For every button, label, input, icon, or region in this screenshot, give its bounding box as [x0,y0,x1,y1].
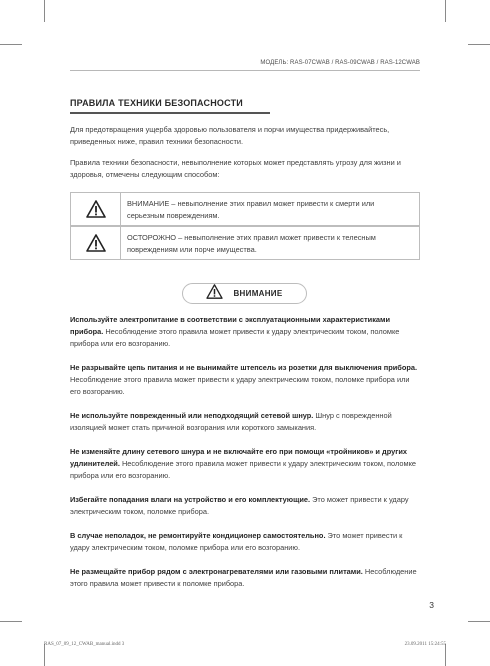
rule-text: Несоблюдение этого правила может привести к удару электрическим током, поломке прибора или его возгоранию. [70,375,410,396]
rule-text: Несоблюдение этого правила может привести к удару электрическим током, поломке прибора или его возгоранию. [70,459,417,480]
crop-mark [445,644,446,666]
safety-rule [70,410,420,434]
rule-text: Это может привести к удару электрическим током, поломке прибора. [70,495,409,516]
crop-mark [0,44,22,45]
caution-notice-box [70,226,420,260]
rule-heading: Не размещайте прибор рядом с электронагревателями или газовыми плитами. [70,567,363,576]
title-underline [70,112,270,114]
warning-label: ВНИМАНИЕ [233,289,283,298]
crop-mark [44,644,45,666]
page-title: ПРАВИЛА ТЕХНИКИ БЕЗОПАСНОСТИ [70,98,243,108]
warning-notice-box [70,192,420,226]
rule-text: Это может привести к удару электрическим током, поломке прибора или его возгоранию. [70,531,403,552]
rule-text: Шнур с поврежденной изоляцией может стать причиной возгорания или короткого замыкания. [70,411,392,432]
crop-mark [468,44,490,45]
model-header: МОДЕЛЬ: RAS-07CWAB / RAS-09CWAB / RAS-12CWAB [260,60,420,66]
intro-paragraph: Правила техники безопасности, невыполнение которых может представлять угрозу для жизни и здоровья, отмечены следующим способом: [70,158,401,179]
slug-date: 23.09.2011 15:24:55 [404,642,446,647]
warning-triangle-icon [71,193,121,225]
crop-mark [468,621,490,622]
warning-notice-text: ВНИМАНИЕ – невыполнение этих правил может привести к смерти или серьезным повреждениям. [127,199,375,220]
warning-triangle-icon [71,227,121,259]
page-number: 3 [429,600,434,610]
safety-rule [70,566,420,590]
warning-header-badge [182,283,307,304]
rule-heading: Не используйте поврежденный или неподходящий сетевой шнур. [70,411,314,420]
intro-paragraph: Для предотвращения ущерба здоровью пользователя и порчи имущества придерживайтесь, приведенных ниже, правил техники безопасности. [70,125,390,146]
crop-mark [44,0,45,22]
rule-heading: В случае неполадок, не ремонтируйте кондиционер самостоятельно. [70,531,326,540]
rule-heading: Избегайте попадания влаги на устройство и его комплектующие. [70,495,311,504]
safety-rule [70,314,420,350]
safety-rule [70,446,420,482]
rule-text: Несоблюдение этого правила может привести к удару электрическим током, поломке прибора или его возгоранию. [70,327,400,348]
safety-rule [70,530,420,554]
safety-rule [70,362,420,398]
rule-heading: Не разрывайте цепь питания и не вынимайте штепсель из розетки для выключения прибора. [70,363,418,372]
rule-text: Несоблюдение этого правила может привести к поломке прибора. [70,567,417,588]
safety-rule [70,494,420,518]
crop-mark [0,621,22,622]
slug-filename: RAS_07_09_12_CWAB_manual.indd 3 [44,642,125,647]
rule-heading: Используйте электропитание в соответствии с эксплуатационными характеристиками прибора. [70,315,391,336]
warning-triangle-icon [206,284,223,304]
crop-mark [445,0,446,22]
rule-heading: Не изменяйте длину сетевого шнура и не включайте его при помощи «тройников» и других удлинителей. [70,447,407,468]
header-divider [70,70,420,71]
caution-notice-text: ОСТОРОЖНО – невыполнение этих правил может привести к телесным повреждениям или порче имущества. [127,233,376,254]
